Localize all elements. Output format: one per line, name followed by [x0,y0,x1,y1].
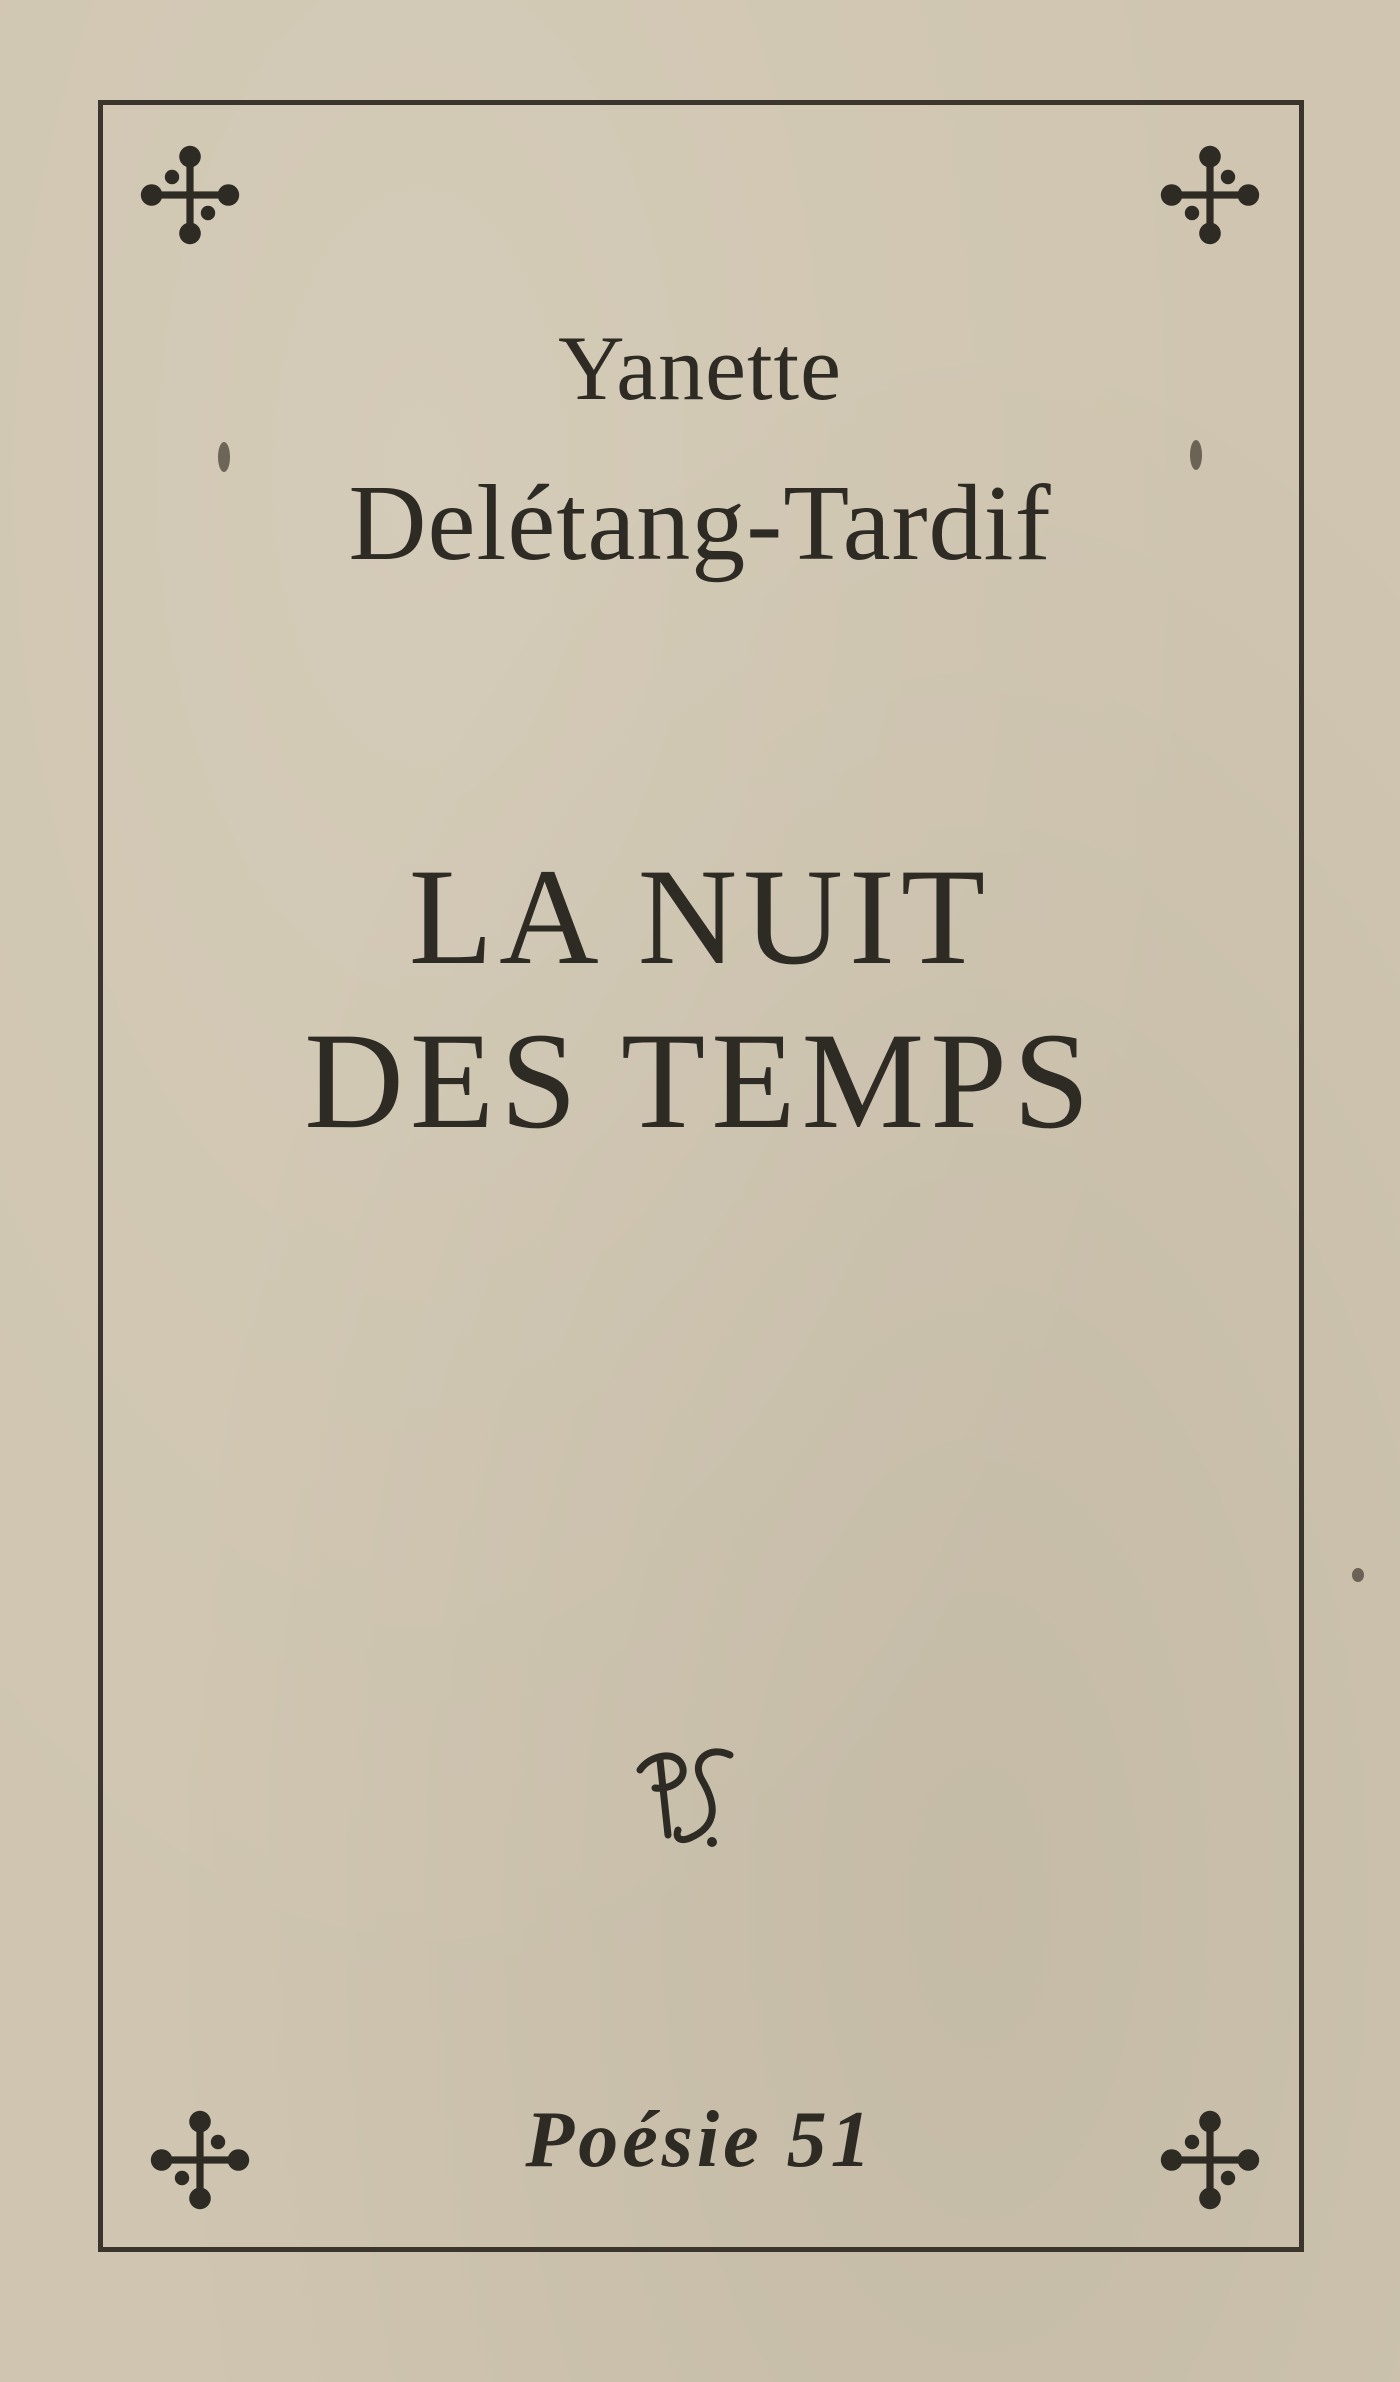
imprint-series: Poésie 51 [525,2096,875,2184]
fleur-de-lis-ornament-icon [130,135,250,255]
fleur-de-lis-ornament-icon [1150,135,1270,255]
book-title-line-2: DES TEMPS [304,1004,1096,1157]
author-last-name: Delétang-Tardif [348,464,1052,583]
ink-speck [218,442,230,472]
author-first-name: Yanette [558,317,842,419]
book-title-line-1: LA NUIT [408,840,992,993]
border-frame [98,100,1304,2252]
publisher-monogram-logo [620,1730,750,1860]
ink-speck [1352,1568,1364,1582]
ink-speck [1190,440,1202,470]
